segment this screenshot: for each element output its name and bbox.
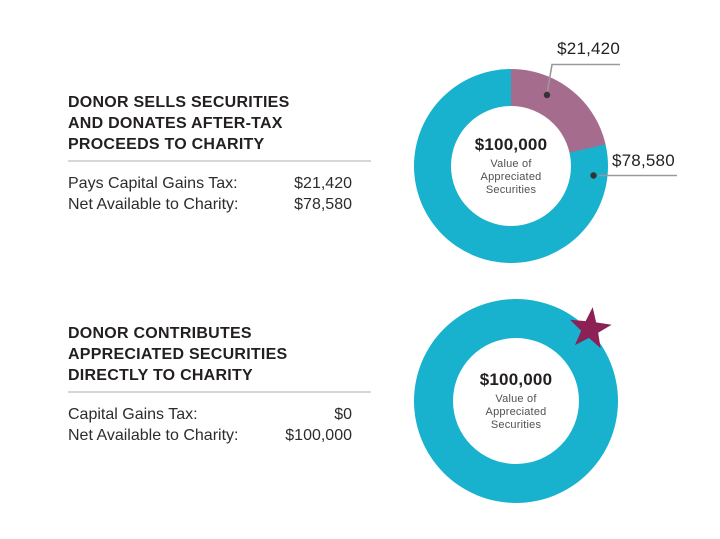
scenario-2-text-panel (68, 323, 360, 386)
divider (68, 391, 371, 393)
figure-row (68, 404, 352, 425)
divider (68, 160, 371, 162)
figure-value: $21,420 (294, 175, 352, 192)
scenario-1-heading (68, 92, 360, 155)
callout-label-capital-gains: $21,420 (557, 39, 620, 58)
donut-center-caption: Value of Appreciated Securities (485, 393, 547, 431)
heading-line: PROCEEDS TO CHARITY (68, 136, 265, 153)
figure-label: Net Available to Charity: (68, 427, 239, 444)
donut-center-value: $100,000 (479, 370, 553, 389)
heading-line: APPRECIATED SECURITIES (68, 346, 288, 363)
heading-line: DONOR SELLS SECURITIES (68, 94, 290, 111)
donut-center-value: $100,000 (474, 135, 548, 154)
heading-line: DIRECTLY TO CHARITY (68, 367, 253, 384)
donut-center-caption: Value of Appreciated Securities (480, 158, 542, 196)
figure-label: Net Available to Charity: (68, 196, 239, 213)
callout-label-net-to-charity: $78,580 (612, 151, 675, 170)
heading-line: AND DONATES AFTER-TAX (68, 115, 283, 132)
figure-label: Pays Capital Gains Tax: (68, 175, 238, 192)
figure-row (68, 425, 352, 446)
figure-row (68, 194, 352, 215)
heading-line: DONOR CONTRIBUTES (68, 325, 252, 342)
figure-value: $100,000 (285, 427, 352, 444)
donut-center (451, 106, 571, 226)
figure-value: $0 (334, 406, 352, 423)
donut-chart-contribute-securities (414, 299, 618, 503)
figure-value: $78,580 (294, 196, 352, 213)
figure-row (68, 173, 352, 194)
donut-center (453, 338, 579, 464)
scenario-2-figures (68, 404, 352, 446)
scenario-1-figures (68, 173, 352, 215)
donut-chart-sell-securities (414, 69, 608, 263)
scenario-2-heading (68, 323, 360, 386)
figure-label: Capital Gains Tax: (68, 406, 198, 423)
scenario-1-text-panel (68, 92, 360, 155)
